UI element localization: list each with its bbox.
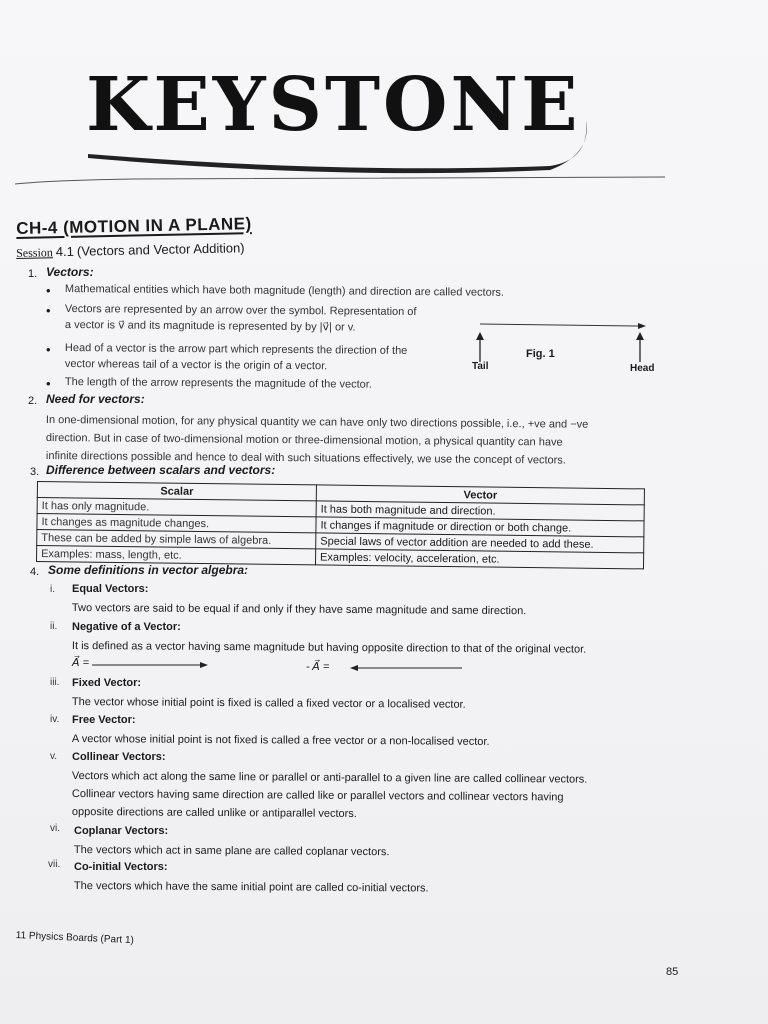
session-number: 4.1 (55, 243, 75, 260)
sec3-number: 3. (30, 466, 40, 478)
sec4-number: 4. (30, 566, 40, 578)
sec2-line2: direction. But in case of two-dimensional motion or three-dimensional motion, a physical quantity can have (45, 432, 563, 449)
sec1-bullet1: Mathematical entities which have both magnitude (length) and direction are called vectors. (64, 283, 505, 299)
sec1-bullet2-line1: Vectors are represented by an arrow over the symbol. Representation of (64, 303, 417, 319)
session-heading (16, 240, 245, 261)
def-text-equal-vectors: Two vectors are said to be equal if and only if they have same magnitude and same direction. (71, 602, 527, 618)
bullet-icon: • (46, 283, 51, 298)
def-title-coplanar-vectors: Coplanar Vectors: (74, 825, 169, 837)
fig1-diagram (470, 316, 670, 378)
sec2-line3: infinite directions possible and hence to deal with such situations effectively, we use the concept of vectors. (45, 450, 566, 467)
table-cell: Examples: velocity, acceleration, etc. (315, 549, 643, 569)
bullet-icon: • (46, 376, 51, 391)
item-numeral: i. (50, 584, 55, 595)
page-number: 85 (666, 966, 679, 978)
sec3-heading: Difference between scalars and vectors: (46, 463, 276, 477)
item-numeral: vii. (48, 859, 61, 870)
item-numeral: vi. (50, 823, 60, 834)
chapter-title: CH-4 (MOTION IN A PLANE) (16, 214, 252, 238)
session-prefix: Session (16, 245, 53, 260)
item-numeral: v. (50, 751, 58, 762)
table-cell: It has both magnitude and direction. (316, 501, 644, 521)
logo-text: KEYSTONE (86, 62, 581, 148)
logo-swoosh-icon (80, 62, 600, 182)
def-title-negative-vector: Negative of a Vector: (72, 621, 181, 633)
fig1-label: Fig. 1 (526, 348, 555, 360)
vector-neg-a-label: - A⃗ = (306, 661, 330, 673)
sec1-bullet2-line2: a vector is v⃗ and its magnitude is represented by by |v⃗| or v. (64, 319, 356, 334)
item-numeral: iv. (50, 714, 60, 725)
sec1-bullet3-line1: Head of a vector is the arrow part which represents the direction of the (64, 342, 408, 357)
vector-a-label: A⃗ = (72, 657, 90, 669)
item-numeral: iii. (50, 677, 60, 688)
def-text-negative-vector: It is defined as a vector having same magnitude but having opposite direction to that of the original vector. (71, 640, 587, 656)
bullet-icon: • (46, 342, 51, 357)
def-text-coinitial-vectors: The vectors which have the same initial point are called co-initial vectors. (73, 880, 429, 895)
table-cell: These can be added by simple laws of algebra. (37, 530, 316, 549)
sec1-number: 1. (28, 268, 38, 280)
header-rule (15, 176, 665, 186)
table-cell: It changes if magnitude or direction or both change. (316, 517, 644, 537)
sec1-bullet4: The length of the arrow represents the magnitude of the vector. (64, 376, 372, 391)
def-text-collinear-vectors: Vectors which act along the same line or parallel or anti-parallel to a given line are called collinear vectors. (71, 770, 588, 786)
def-title-collinear-vectors: Collinear Vectors: (72, 751, 166, 763)
fig1-tail-label: Tail (472, 361, 489, 372)
table-cell: Special laws of vector addition are needed to add these. (316, 533, 644, 553)
bullet-icon: • (46, 303, 51, 318)
def-text-free-vector: A vector whose initial point is not fixed is called a free vector or a non-localised vector. (71, 733, 490, 748)
arrow-left-icon (350, 663, 465, 673)
item-numeral: ii. (50, 621, 58, 632)
sec2-line1: In one-dimensional motion, for any physical quantity we can have only two directions possible, i.e., +ve and −ve (45, 414, 589, 431)
sec2-heading: Need for vectors: (46, 392, 145, 406)
table-cell: Examples: mass, length, etc. (37, 546, 316, 565)
def-title-fixed-vector: Fixed Vector: (72, 677, 142, 689)
scalar-vector-table (36, 481, 645, 569)
session-title: (Vectors and Vector Addition) (76, 240, 245, 259)
table-cell: It has only magnitude. (37, 498, 316, 517)
sec2-number: 2. (28, 395, 38, 407)
table-cell: It changes as magnitude changes. (37, 514, 316, 533)
table-header-vector: Vector (316, 485, 644, 505)
keystone-logo (80, 62, 600, 182)
def-text-collinear-vectors-3: opposite directions are called unlike or antiparallel vectors. (71, 806, 357, 820)
def-title-coinitial-vectors: Co-initial Vectors: (74, 861, 168, 873)
sec4-heading: Some definitions in vector algebra: (48, 563, 249, 577)
def-text-fixed-vector: The vector whose initial point is fixed is called a fixed vector or a localised vector. (71, 696, 466, 711)
fig1-head-label: Head (630, 363, 655, 374)
def-text-coplanar-vectors: The vectors which act in same plane are called coplanar vectors. (73, 844, 390, 859)
sec1-heading: Vectors: (46, 265, 94, 279)
def-title-free-vector: Free Vector: (72, 714, 136, 726)
table-header-scalar: Scalar (37, 482, 316, 501)
def-text-collinear-vectors-2: Collinear vectors having same direction are called like or parallel vectors and collinear vectors having (71, 788, 564, 804)
page-footer: 11 Physics Boards (Part 1) (15, 930, 135, 947)
def-title-equal-vectors: Equal Vectors: (72, 583, 149, 595)
arrow-right-icon (92, 660, 212, 670)
sec1-bullet3-line2: vector whereas tail of a vector is the origin of a vector. (64, 358, 328, 373)
